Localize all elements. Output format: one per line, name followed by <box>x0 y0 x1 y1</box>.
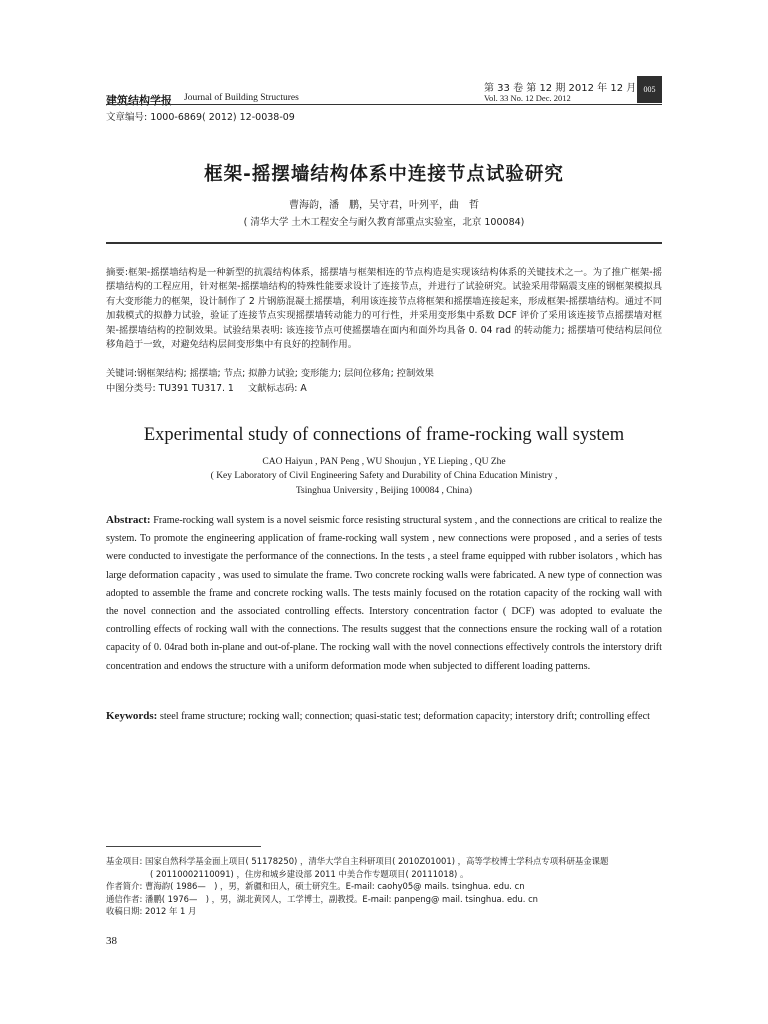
abstract-en-label: Abstract: <box>106 514 151 526</box>
journal-name-cn: 建筑结构学报 <box>106 94 172 107</box>
article-number: 文章编号: 1000-6869( 2012) 12-0038-09 <box>106 112 295 123</box>
keywords-cn <box>106 365 662 379</box>
keywords-en-label: Keywords: <box>106 710 158 722</box>
footnote-divider <box>106 846 261 847</box>
authors-en: CAO Haiyun , PAN Peng , WU Shoujun , YE Lieping , QU Zhe <box>262 457 506 467</box>
received-date: 收稿日期: 2012 年 1 月 <box>106 906 197 917</box>
abstract-cn-text: 框架-摇摆墙结构是一种新型的抗震结构体系，摇摆墙与框架相连的节点构造是实现该结构体系的关键技术之一。为了推广框架-摇摆墙结构的工程应用，针对框架-摇摆墙结构的特殊性能要求设计了连接节点，并进行了试验研究。试验采用带隔震支座的钢框架模拟具有大变形能力的框架，设计制作了 2 片钢筋混凝土摇摆墙，利用该连接节点将框架和摇摆墙连接起来，形成框架-摇摆墙结构。通过不同加载模式的拟静力试验，验证了连接节点实现摇摆墙转动能力的可行性，并采用变形集中系数 DCF 评价了采用该连接节点摇摆墙对框架-摇摆墙结构的控制效果。试验结果表明: 该连接节点可使摇摆墙在面内和面外均具备 0. 04 rad 的转动能力; 摇摆墙可使结构层间位移角趋于一致，对避免结构层间变形集中有良好的控制作用。 <box>106 267 662 351</box>
abstract-cn-label: 摘要: <box>106 267 128 278</box>
clc-number: 中图分类号: TU391 TU317. 1 <box>106 383 234 394</box>
abstract-en <box>106 511 662 676</box>
funding-note: 基金项目: 国家自然科学基金面上项目( 51178250) ，清华大学自主科研项目( 2010Z01001) ，高等学校博士学科点专项科研基金课题 <box>106 856 609 866</box>
affiliation-cn: ( 清华大学 土木工程安全与耐久教育部重点实验室，北京 100084) <box>243 217 525 228</box>
abstract-cn <box>106 266 662 352</box>
keywords-cn-text: 钢框架结构; 摇摆墙; 节点; 拟静力试验; 变形能力; 层间位移角; 控制效果 <box>137 368 434 379</box>
affiliation-en-line2: Tsinghua University , Beijing 100084 , China) <box>295 486 473 496</box>
keywords-en <box>106 707 662 726</box>
header-divider <box>106 104 662 105</box>
document-code: 文献标志码: A <box>247 383 307 394</box>
author-bio: 作者简介: 曹海韵( 1986— ) ，男，新疆和田人，硕士研究生。E-mail: caohy05@ mails. tsinghua. edu. cn <box>106 881 525 892</box>
paper-title-en: Experimental study of connections of frame-rocking wall system <box>143 425 625 445</box>
page-number: 38 <box>106 935 117 947</box>
issue-badge: 005 <box>637 76 662 103</box>
abstract-en-text: Frame-rocking wall system is a novel seismic force resisting structural system , and the connections are critical to realize the system. To promote the engineering application of frame-rocking wall system , new connections were proposed , and a series of tests were conducted to investigate the performance of the connections. In the tests , a steel frame equipped with rubber isolators , which has large deformation capacity , was used to simulate the frame. Two concrete rocking walls were fabricated. A new type of connection was adopted to assemble the frame and concrete rocking walls. The tests mainly focused on the rotation capacity of the rocking wall with the novel connection and the associated controlling effects. Interstory concentration factor ( DCF) was adopted to evaluate the controlling effects of rocking wall with the connections. The results suggest that the connections ensure the rocking wall of a rotation capacity of 0. 04rad both in-plane and out-of-plane. The rocking wall with the novel connections effectively controls the interstory drift concentration and endows the structure with a uniform deformation mode when subjected to different loading patterns. <box>106 515 663 672</box>
keywords-cn-label: 关键词: <box>106 368 138 379</box>
affiliation-en-line1: ( Key Laboratory of Civil Engineering Safety and Durability of China Education Ministry , <box>210 471 558 481</box>
corresponding-author: 通信作者: 潘鹏( 1976— ) ，男，湖北黄冈人，工学博士，副教授。E-mail: panpeng@ mail. tsinghua. edu. cn <box>106 893 538 904</box>
funding-note-cont: ( 20110002110091) ，住房和城乡建设部 2011 中美合作专题项目( 20111018) 。 <box>150 868 469 879</box>
journal-name-en: Journal of Building Structures <box>184 93 299 103</box>
classification-line <box>106 380 662 394</box>
paper-title-cn: 框架-摇摆墙结构体系中连接节点试验研究 <box>204 164 564 185</box>
footnotes <box>106 855 662 918</box>
keywords-en-text: steel frame structure; rocking wall; connection; quasi-static test; deformation capacity; interstory drift; controlling effect <box>159 711 650 722</box>
title-divider <box>106 242 662 244</box>
authors-cn: 曹海韵，潘 鹏，吴守君，叶列平，曲 哲 <box>289 200 479 211</box>
volume-info-en: Vol. 33 No. 12 Dec. 2012 <box>484 93 571 103</box>
volume-info-cn: 第 33 卷 第 12 期 2012 年 12 月 <box>484 83 637 94</box>
